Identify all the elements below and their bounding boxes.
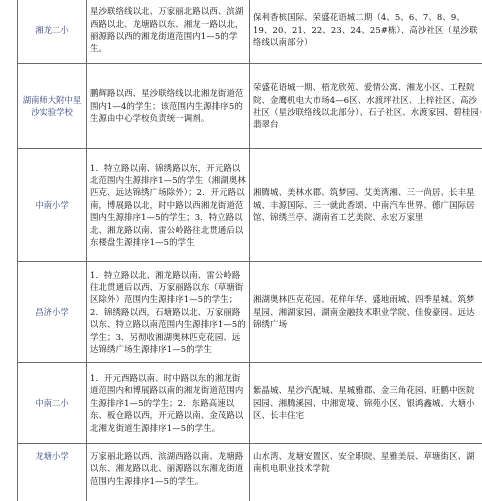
table-row [18, 444, 482, 501]
enrollment-scope: 1．开元西路以南、时中路以东的湘龙街道范围内和博展路以南的湘龙街道范围内生源排序1—5的学生；2．东路高速以东、板仓路以西，开元路以南、金茂路以北湘龙街道生源排序1—5的学生。 [87, 363, 250, 444]
enrollment-scope: 1．特立路以北、湘龙路以南、雷公岭路往北贯通后以西、万家丽路以东（草塘街区除外）范围内生源排序1—5的学生；2．锦绣路以西，石塘路以北、万家丽路以东、特立路以南范围内生源排序1—5的学生；3．另彻收湘湖奥林匹克花园、远达锦绣广场生源排序1—5的学生 [87, 262, 250, 363]
table-row [18, 0, 482, 64]
enrollment-scope: 1．特立路以南、锦绣路以东，开元路以北范围内生源排序1—5的学生（湘湖奥林匹克、远达锦绣广场除外）；2．开元路以南，博展路以北，时中路以西湘龙街道范围内生源排序1—5的学生；3．特立路以北、湘龙路以南、雷公岭路往北贯通后以东楼盘生源排序1—5的学生 [87, 149, 250, 262]
residential-areas: 湘腾城、美林水郡、筑梦园、艾美湾湘、三一尚居、长丰星城、丰源国际、三一就此香颂、中南汽车世界、德广国际居馆、锦绣兰亭、湖南省工艺美院、永宏万家里 [250, 149, 482, 262]
enrollment-scope: 星沙联络线以北、万家丽北路以西、滨湖西路以北、龙塘路以东、湘龙一路以北，丽源路以西的湘龙街道范围内1—5的学生。 [87, 0, 250, 64]
enrollment-scope: 万家丽北路以西、滨湖西路以南、龙塘路以东、湘龙路以北、丽源路以东湘龙街道范围内生源排序1—5的学生。 [87, 444, 250, 501]
table-row [18, 149, 482, 262]
residential-areas: 湘湖奥林匹克花园、花样年华、盛地雨城、四季星城、筑梦星园、湘湖家园、湖南金融技术职业学院、佳俊豪园、远达锦绣广场 [250, 262, 482, 363]
school-name: 湘龙二小 [18, 0, 87, 64]
school-name: 昌济小学 [18, 262, 87, 363]
residential-areas: 荣盛花语城一期、梧龙欣苑、爱情公寓、湘龙小区、工程院院、金鹰机电大市场4—6区、水渡坪社区、上梓社区、高沙社区（星沙联络线以北部分）、石子社区、水渡家园、碧桂园·翡翠台 [250, 64, 482, 149]
table-row [18, 262, 482, 363]
table-row [18, 363, 482, 444]
residential-areas: 紫晶城、星沙汽配城、星城雅郡、金三角花园、旺鹏中医院园园、湘腾溪园、中湘宽境、锦苑小区、银鸿鑫城、大塘小区、长丰住宅 [250, 363, 482, 444]
residential-areas: 山水湾、龙塘安置区、安全职院、星雅美辰、草塘街区、湖南机电职业技术学院 [250, 444, 482, 501]
enrollment-scope: 鹏辉路以西、星沙联络线以北湘龙街道范围内1—4的学生；该范围内生源排序5的生源由中心学校负责统一调剂。 [87, 64, 250, 149]
school-name: 湖南师大附中星沙实验学校 [18, 64, 87, 149]
school-name: 中南二小 [18, 363, 87, 444]
school-name: 龙塘小学 [18, 444, 87, 501]
table-row [18, 64, 482, 149]
school-district-table [17, 0, 482, 501]
residential-areas: 保利香槟国际、荣盛花语城二期（4、5、6、7、8、9、19、20、21、22、23、24、25#栋）、高沙社区（星沙联络线以南部分） [250, 0, 482, 64]
school-name: 中南小学 [18, 149, 87, 262]
